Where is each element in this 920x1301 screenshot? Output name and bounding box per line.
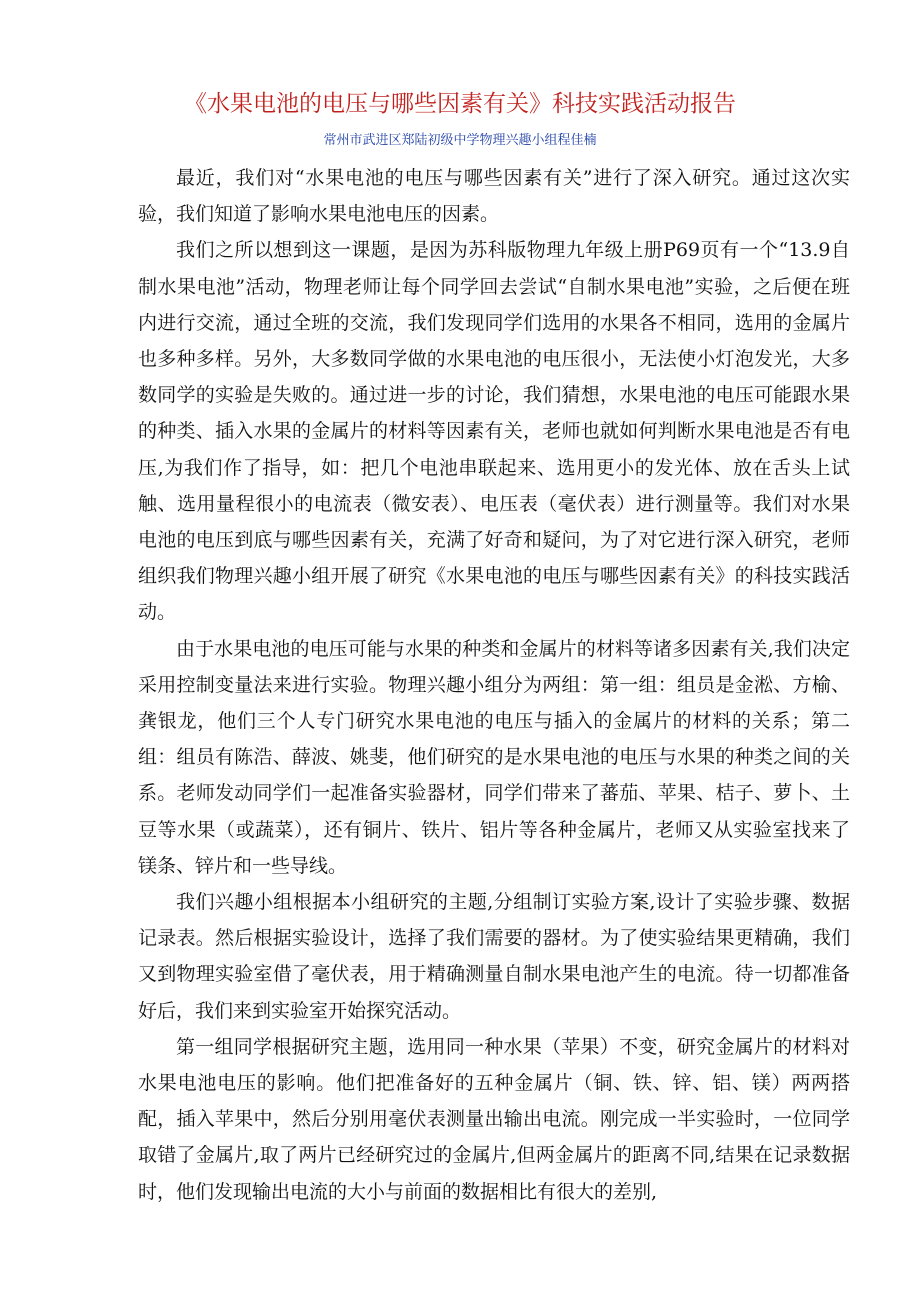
document-body bbox=[138, 160, 850, 1210]
document-title: 《水果电池的电压与哪些因素有关》科技实践活动报告 bbox=[184, 91, 736, 117]
paragraph-background: 我们之所以想到这一课题，是因为苏科版物理九年级上册P69页有一个“13.9自制水果电池”活动，物理老师让每个同学回去尝试“自制水果电池”实验，之后便在班内进行交流，通过全班的交流，我们发现同学们选用的水果各不相同，选用的金属片也多种多样。另外，大多数同学做的水果电池的电压很小，无法使小灯泡发光，大多数同学的实验是失败的。通过进一步的讨论，我们猜想，水果电池的电压可能跟水果的种类、插入水果的金属片的材料等因素有关，老师也就如何判断水果电池是否有电压,为我们作了指导，如：把几个电池串联起来、选用更小的发光体、放在舌头上试触、选用量程很小的电流表（微安表）、电压表（毫伏表）进行测量等。我们对水果电池的电压到底与哪些因素有关，充满了好奇和疑问，为了对它进行深入研究，老师组织我们物理兴趣小组开展了研究《水果电池的电压与哪些因素有关》的科技实践活动。 bbox=[138, 239, 850, 624]
paragraph-group-one: 第一组同学根据研究主题，选用同一种水果（苹果）不变，研究金属片的材料对水果电池电压的影响。他们把准备好的五种金属片（铜、铁、锌、铝、镁）两两搭配，插入苹果中，然后分别用毫伏表测量出输出电流。刚完成一半实验时，一位同学取错了金属片,取了两片已经研究过的金属片,但两金属片的距离不同,结果在记录数据时，他们发现输出电流的大小与前面的数据相比有很大的差别, bbox=[138, 1035, 850, 1203]
paragraph-preparation: 我们兴趣小组根据本小组研究的主题,分组制订实验方案,设计了实验步骤、数据记录表。然后根据实验设计，选择了我们需要的器材。为了使实验结果更精确，我们又到物理实验室借了毫伏表，用于精确测量自制水果电池产生的电流。待一切都准备好后，我们来到实验室开始探究活动。 bbox=[138, 891, 850, 1022]
paragraph-intro: 最近，我们对“水果电池的电压与哪些因素有关”进行了深入研究。通过这次实验，我们知道了影响水果电池电压的因素。 bbox=[138, 167, 850, 226]
document-subtitle: 常州市武进区郑陆初级中学物理兴趣小组程佳楠 bbox=[323, 133, 597, 148]
paragraph-groups: 由于水果电池的电压可能与水果的种类和金属片的材料等诸多因素有关,我们决定采用控制变量法来进行实验。物理兴趣小组分为两组：第一组：组员是金淞、方榆、龚银龙，他们三个人专门研究水果电池的电压与插入的金属片的材料的关系；第二组：组员有陈浩、薛波、姚斐，他们研究的是水果电池的电压与水果的种类之间的关系。老师发动同学们一起准备实验器材，同学们带来了蕃茄、苹果、桔子、萝卜、土豆等水果（或蔬菜），还有铜片、铁片、铝片等各种金属片，老师又从实验室找来了镁条、锌片和一些导线。 bbox=[138, 637, 850, 877]
